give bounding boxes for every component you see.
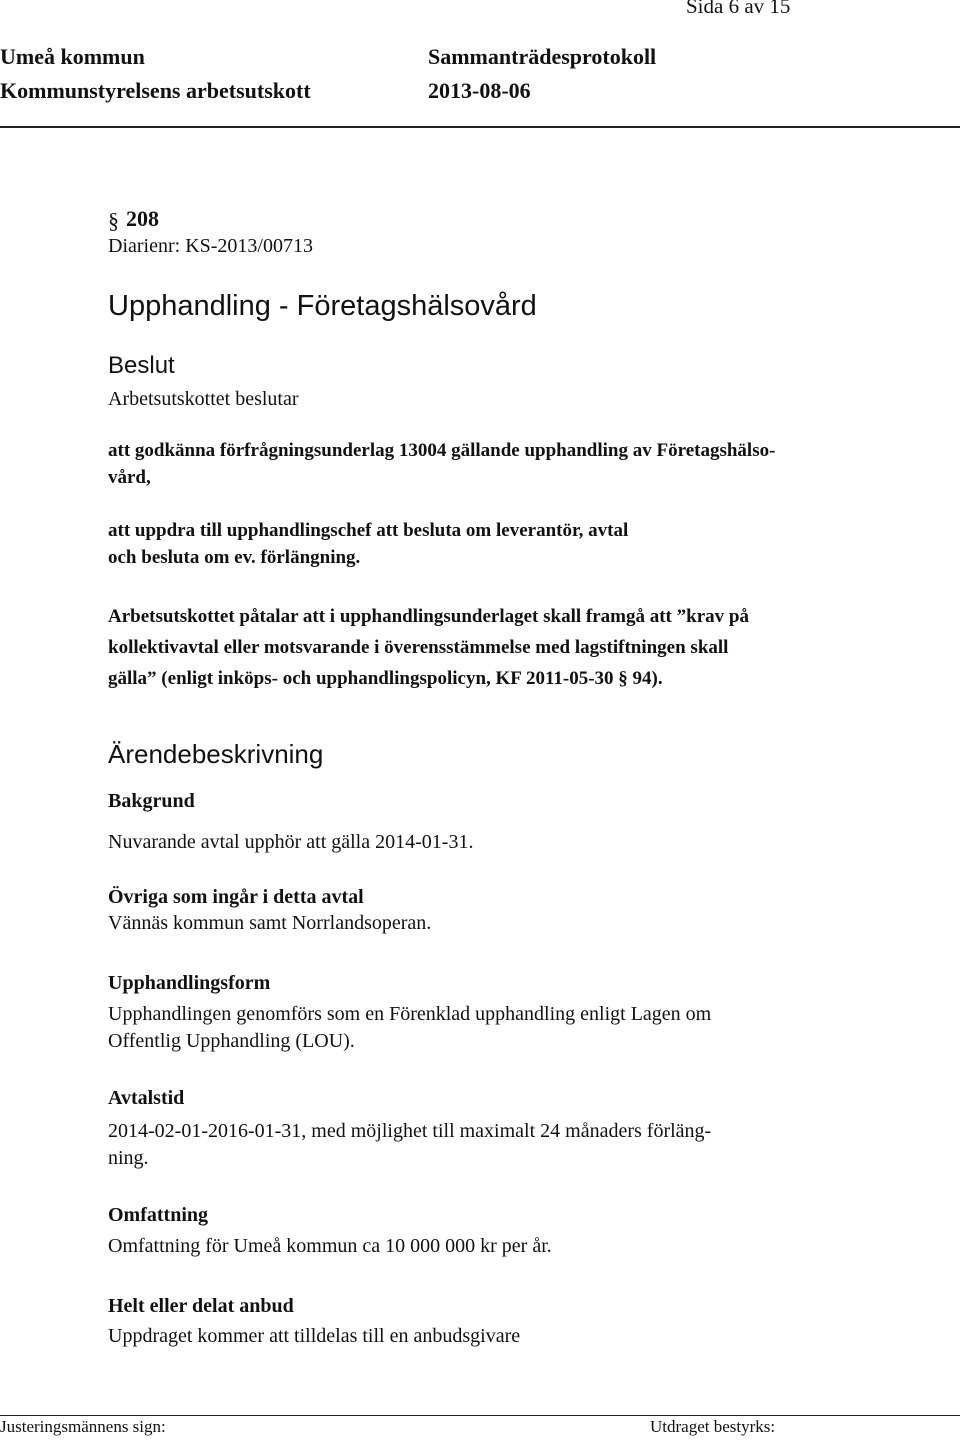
decision-subheading: Arbetsutskottet beslutar (108, 388, 299, 410)
decision-item-2-line-2: och besluta om ev. förlängning. (108, 547, 361, 568)
footer-certified-label: Utdraget bestyrks: (650, 1417, 776, 1436)
page-number: Sida 6 av 15 (686, 0, 791, 18)
scope-heading: Omfattning (108, 1204, 208, 1226)
procurement-form-heading: Upphandlingsform (108, 972, 271, 994)
header-committee: Kommunstyrelsens arbetsutskott (0, 78, 311, 103)
others-heading: Övriga som ingår i detta avtal (108, 886, 364, 908)
paragraph-sign: § (108, 208, 119, 233)
paragraph-number: 208 (126, 206, 159, 231)
background-text: Nuvarande avtal upphör att gälla 2014-01-31. (108, 831, 474, 853)
decision-remark-line-3: gälla” (enligt inköps- och upphandlingspolicyn, KF 2011-05-30 § 94). (108, 668, 663, 689)
background-heading: Bakgrund (108, 790, 195, 812)
header-divider (0, 126, 960, 128)
decision-heading: Beslut (108, 352, 175, 379)
decision-item-1-line-2: vård, (108, 467, 151, 488)
page-title: Upphandling - Företagshälsovård (108, 290, 537, 322)
decision-item-2-line-1: att uppdra till upphandlingschef att besluta om leverantör, avtal (108, 520, 629, 541)
contract-period-text-line-2: ning. (108, 1147, 149, 1169)
diarienr: Diarienr: KS-2013/00713 (108, 235, 313, 257)
decision-remark-line-2: kollektivavtal eller motsvarande i överensstämmelse med lagstiftningen skall (108, 637, 729, 658)
scope-text: Omfattning för Umeå kommun ca 10 000 000 kr per år. (108, 1235, 552, 1257)
header-organization: Umeå kommun (0, 44, 145, 69)
description-heading: Ärendebeskrivning (108, 739, 324, 769)
contract-period-heading: Avtalstid (108, 1087, 185, 1109)
decision-remark-line-1: Arbetsutskottet påtalar att i upphandlingsunderlaget skall framgå att ”krav på (108, 606, 749, 627)
header-document-type: Sammanträdesprotokoll (428, 44, 657, 69)
decision-item-1-line-1: att godkänna förfrågningsunderlag 13004 gällande upphandling av Företagshälso- (108, 440, 776, 461)
contract-period-text-line-1: 2014-02-01-2016-01-31, med möjlighet till maximalt 24 månaders förläng- (108, 1120, 712, 1142)
procurement-form-text-line-1: Upphandlingen genomförs som en Förenklad upphandling enligt Lagen om (108, 1003, 712, 1025)
others-text: Vännäs kommun samt Norrlandsoperan. (108, 912, 432, 934)
footer-signature-label: Justeringsmännens sign: (0, 1417, 166, 1436)
footer-divider (0, 1415, 960, 1416)
procurement-form-text-line-2: Offentlig Upphandling (LOU). (108, 1030, 355, 1052)
header-date: 2013-08-06 (428, 78, 531, 103)
bid-text: Uppdraget kommer att tilldelas till en anbudsgivare (108, 1325, 521, 1347)
bid-heading: Helt eller delat anbud (108, 1295, 294, 1317)
